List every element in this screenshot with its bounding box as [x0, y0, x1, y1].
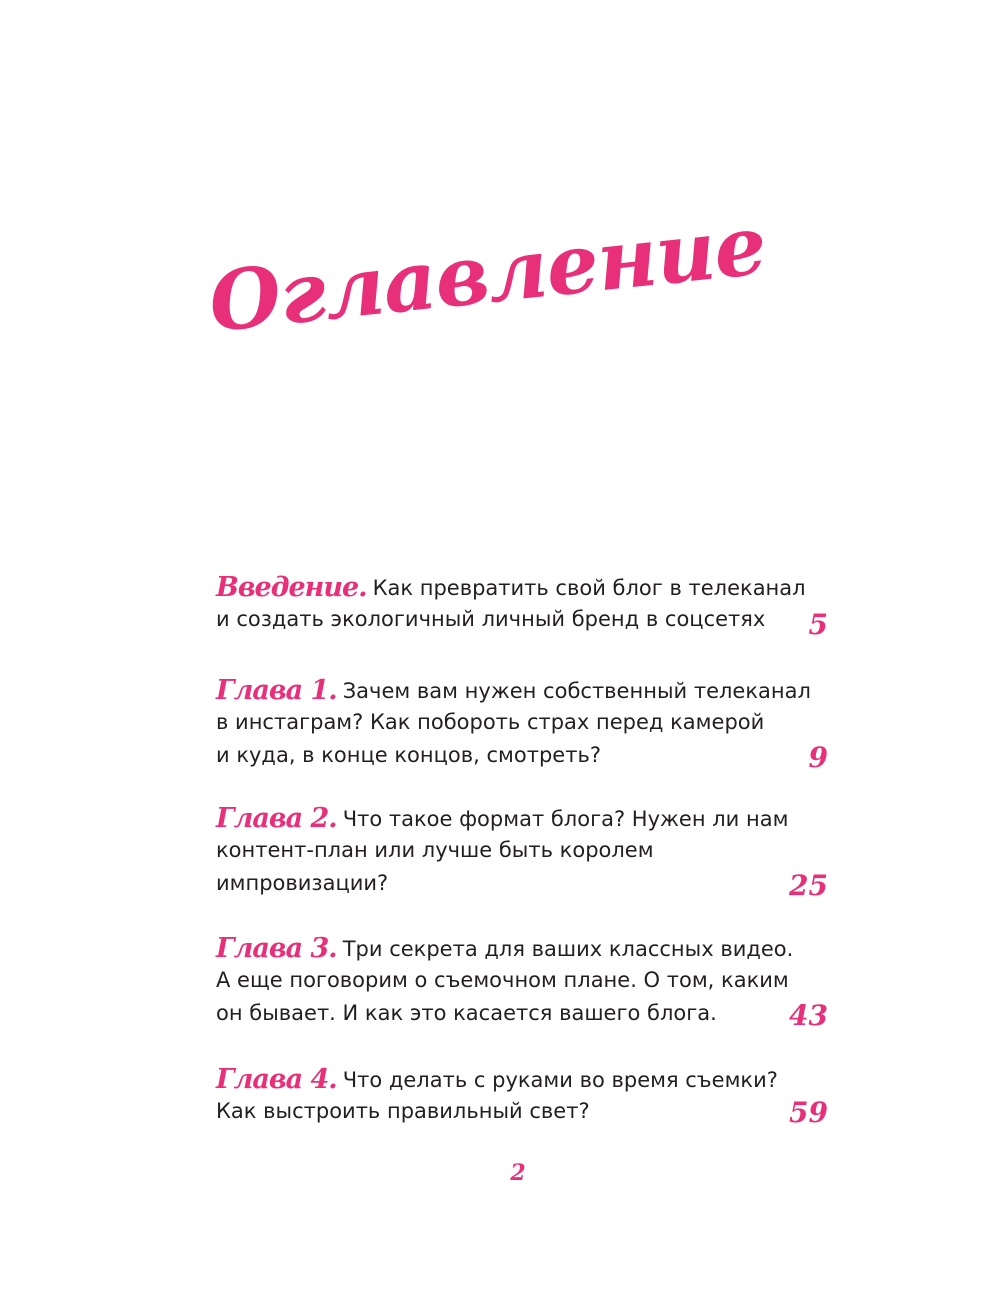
toc-line	[216, 739, 828, 772]
toc-entry-introduction	[216, 570, 828, 641]
toc-line	[216, 834, 828, 867]
toc-page-number: 43	[789, 999, 828, 1032]
toc-entry-text: Что делать с руками во время съемки?	[342, 1068, 778, 1092]
toc-entry-label: Глава 4.	[216, 1064, 337, 1095]
toc-entry-label: Глава 2.	[216, 803, 337, 834]
toc-page-number: 25	[789, 869, 828, 902]
toc-line	[216, 570, 828, 603]
toc-entry-text: Зачем вам нужен собственный телеканал	[342, 679, 811, 703]
toc-entry-text: импровизации?	[216, 871, 389, 895]
toc-entry-text: контент-план или лучше быть королем	[216, 838, 654, 862]
toc-entry-text: и создать экологичный личный бренд в соцсетях	[216, 607, 766, 631]
toc-line	[216, 997, 828, 1030]
toc-line	[216, 801, 828, 834]
toc-entry-text: Как выстроить правильный свет?	[216, 1099, 590, 1123]
toc-entry-label: Глава 3.	[216, 933, 337, 964]
toc-entry-text: Как превратить свой блог в телеканал	[372, 576, 806, 600]
toc-entry-text: Три секрета для ваших классных видео.	[342, 937, 794, 961]
toc-page-number: 59	[789, 1096, 828, 1129]
page-title: Оглавление	[204, 197, 771, 351]
toc-entry-chapter-2	[216, 801, 828, 900]
toc-line	[216, 867, 828, 900]
toc-page-number: 5	[808, 608, 828, 641]
toc-line	[216, 706, 828, 739]
toc-entry-text: Что такое формат блога? Нужен ли нам	[342, 807, 789, 831]
toc-entry-text: А еще поговорим о съемочном плане. О том, каким	[216, 968, 789, 992]
toc-page-number: 9	[808, 741, 828, 774]
toc-entry-text: в инстаграм? Как побороть страх перед камерой	[216, 710, 765, 734]
toc-line	[216, 1095, 828, 1128]
toc-line	[216, 1062, 828, 1095]
toc-line	[216, 931, 828, 964]
toc-entry-chapter-4	[216, 1062, 828, 1128]
toc-entry-chapter-1	[216, 673, 828, 772]
toc-entry-text: и куда, в конце концов, смотреть?	[216, 743, 601, 767]
page-number: 2	[510, 1160, 526, 1186]
toc-line	[216, 673, 828, 706]
toc-line	[216, 964, 828, 997]
toc-line	[216, 603, 828, 636]
toc-entry-label: Введение.	[216, 572, 367, 603]
toc-entry-label: Глава 1.	[216, 675, 337, 706]
toc-entry-text: он бывает. И как это касается вашего блога.	[216, 1001, 717, 1025]
toc-entry-chapter-3	[216, 931, 828, 1030]
